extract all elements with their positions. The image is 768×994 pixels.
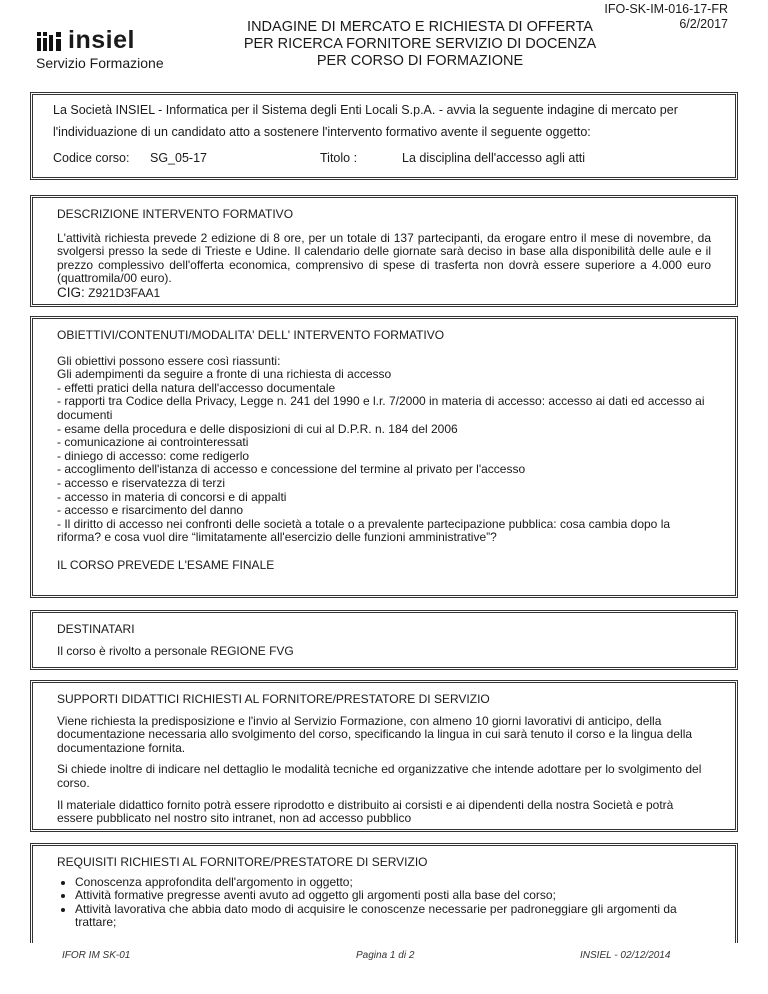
codice-label: Codice corso: <box>53 151 130 165</box>
course-code-row <box>53 147 713 169</box>
title-line: PER CORSO DI FORMAZIONE <box>316 53 524 69</box>
section-title: OBIETTIVI/CONTENUTI/MODALITA' DELL' INTERVENTO FORMATIVO <box>57 328 445 342</box>
title-line: PER RICERCA FORNITORE SERVIZIO DI DOCENZA <box>243 36 597 52</box>
obiettivi-line: - Il diritto di accesso nei confronti delle società a totale o a prevalente partecipazione pubblica: cosa cambia dopo la riforma? e cosa vuol dire “limitatamente all'esercizio delle funzioni amministrative”? <box>57 516 671 545</box>
obiettivi-line: Gli adempimenti da seguire a fronte di una richiesta di accesso <box>57 367 392 382</box>
insiel-logo <box>36 26 186 74</box>
list-item: • Conoscenza approfondita dell'argomento in oggetto; <box>75 876 711 890</box>
cig-value: Z921D3FAA1 <box>88 285 161 300</box>
list-item: • Attività formative pregresse aventi avuto ad oggetto gli argomenti posti alla base del corso; <box>75 889 711 903</box>
destinatari-text: Il corso è rivolto a personale REGIONE FVG <box>57 643 294 658</box>
obiettivi-line: - accesso e riservatezza di terzi <box>57 475 226 490</box>
supporti-paragraph: Si chiede inoltre di indicare nel dettaglio le modalità tecniche ed organizzative che intende adottare per lo svolgimento del corso. <box>57 762 702 790</box>
descrizione-box <box>30 195 738 307</box>
footer-form-code: IFOR IM SK-01 <box>62 950 131 961</box>
obiettivi-line: - comunicazione ai controinteressati <box>57 435 249 450</box>
intro-box <box>30 92 738 180</box>
intro-text: La Società INSIEL - Informatica per il Sistema degli Enti Locali S.p.A. - avvia la seguente indagine di mercato per l'individuazione di un candidato atto a sostenere l'intervento formativo avente il seguente oggetto: <box>53 103 678 139</box>
obiettivi-box <box>30 316 738 598</box>
destinatari-box <box>30 610 738 670</box>
esame-finale-note: IL CORSO PREVEDE L'ESAME FINALE <box>57 557 275 572</box>
section-title: SUPPORTI DIDATTICI RICHIESTI AL FORNITORE/PRESTATORE DI SERVIZIO <box>57 692 490 706</box>
doc-date: 6/2/2017 <box>679 17 728 31</box>
footer-revision: INSIEL - 02/12/2014 <box>580 950 671 961</box>
titolo-label: Titolo : <box>320 151 358 165</box>
obiettivi-line: Gli obiettivi possono essere così riassunti: <box>57 353 281 368</box>
list-item: • Attività lavorativa che abbia dato modo di acquisire le conoscenze necessarie per padroneggiare gli argomenti da trattare; <box>75 903 711 930</box>
titolo-value: La disciplina dell'accesso agli atti <box>402 151 586 165</box>
requisiti-list <box>57 876 711 930</box>
obiettivi-line: - accoglimento dell'istanza di accesso e concessione del termine al privato per l'accesso <box>57 462 526 477</box>
logo-wordmark: insiel <box>68 26 135 54</box>
insiel-logo-mark-icon <box>36 30 64 52</box>
supporti-paragraph: Viene richiesta la predisposizione e l'invio al Servizio Formazione, con almeno 10 giorni lavorativi di anticipo, della documentazione necessaria allo svolgimento del corso, specificando la lingua in cui sarà tenuto il corso e la lingua della documentazione fornita. <box>57 713 693 755</box>
section-title: DESTINATARI <box>57 622 135 636</box>
section-title: DESCRIZIONE INTERVENTO FORMATIVO <box>57 207 294 221</box>
descrizione-text: L'attività richiesta prevede 2 edizione di 8 ore, per un totale di 137 partecipanti, da erogare entro il mese di novembre, da svolgersi presso la sede di Trieste e Udine. Il calendario delle giornate sarà deciso in base alla disponibilità delle aule e il prezzo complessivo dell'offerta economica, comprensivo di spese di trasferta non dovrà essere superiore a 4.000 euro (quattromila/00 euro). <box>57 230 711 286</box>
supporti-box <box>30 680 738 832</box>
supporti-paragraph: Il materiale didattico fornito potrà essere riprodotto e distribuito ai corsisti e ai dipendenti della nostra Società e potrà essere pubblicato nel nostro sito intranet, non ad accesso pubblico <box>57 797 674 826</box>
section-title: REQUISITI RICHIESTI AL FORNITORE/PRESTATORE DI SERVIZIO <box>57 855 428 869</box>
footer-page-number: Pagina 1 di 2 <box>356 950 415 961</box>
doc-code-text: IFO-SK-IM-016-17-FR <box>604 2 728 16</box>
title-line: INDAGINE DI MERCATO E RICHIESTA DI OFFERTA <box>247 19 593 35</box>
codice-value: SG_05-17 <box>150 151 207 165</box>
logo-subtitle: Servizio Formazione <box>36 55 164 71</box>
cig-row <box>57 286 711 301</box>
requisiti-box <box>30 843 738 943</box>
document-title <box>210 19 630 70</box>
obiettivi-line: - effetti pratici della natura dell'accesso documentale <box>57 380 336 395</box>
obiettivi-line: - accesso e risarcimento del danno <box>57 503 244 518</box>
obiettivi-line: - accesso in materia di concorsi e di appalti <box>57 489 287 504</box>
obiettivi-line: - esame della procedura e delle disposizioni di cui al D.P.R. n. 184 del 2006 <box>57 421 458 436</box>
cig-label: CIG: <box>57 284 85 300</box>
obiettivi-line: - rapporti tra Codice della Privacy, Legge n. 241 del 1990 e l.r. 7/2000 in materia di accesso: accesso ai dati ed accesso ai documenti <box>57 394 705 422</box>
document-code <box>590 2 728 32</box>
obiettivi-line: - diniego di accesso: come redigerlo <box>57 448 250 463</box>
